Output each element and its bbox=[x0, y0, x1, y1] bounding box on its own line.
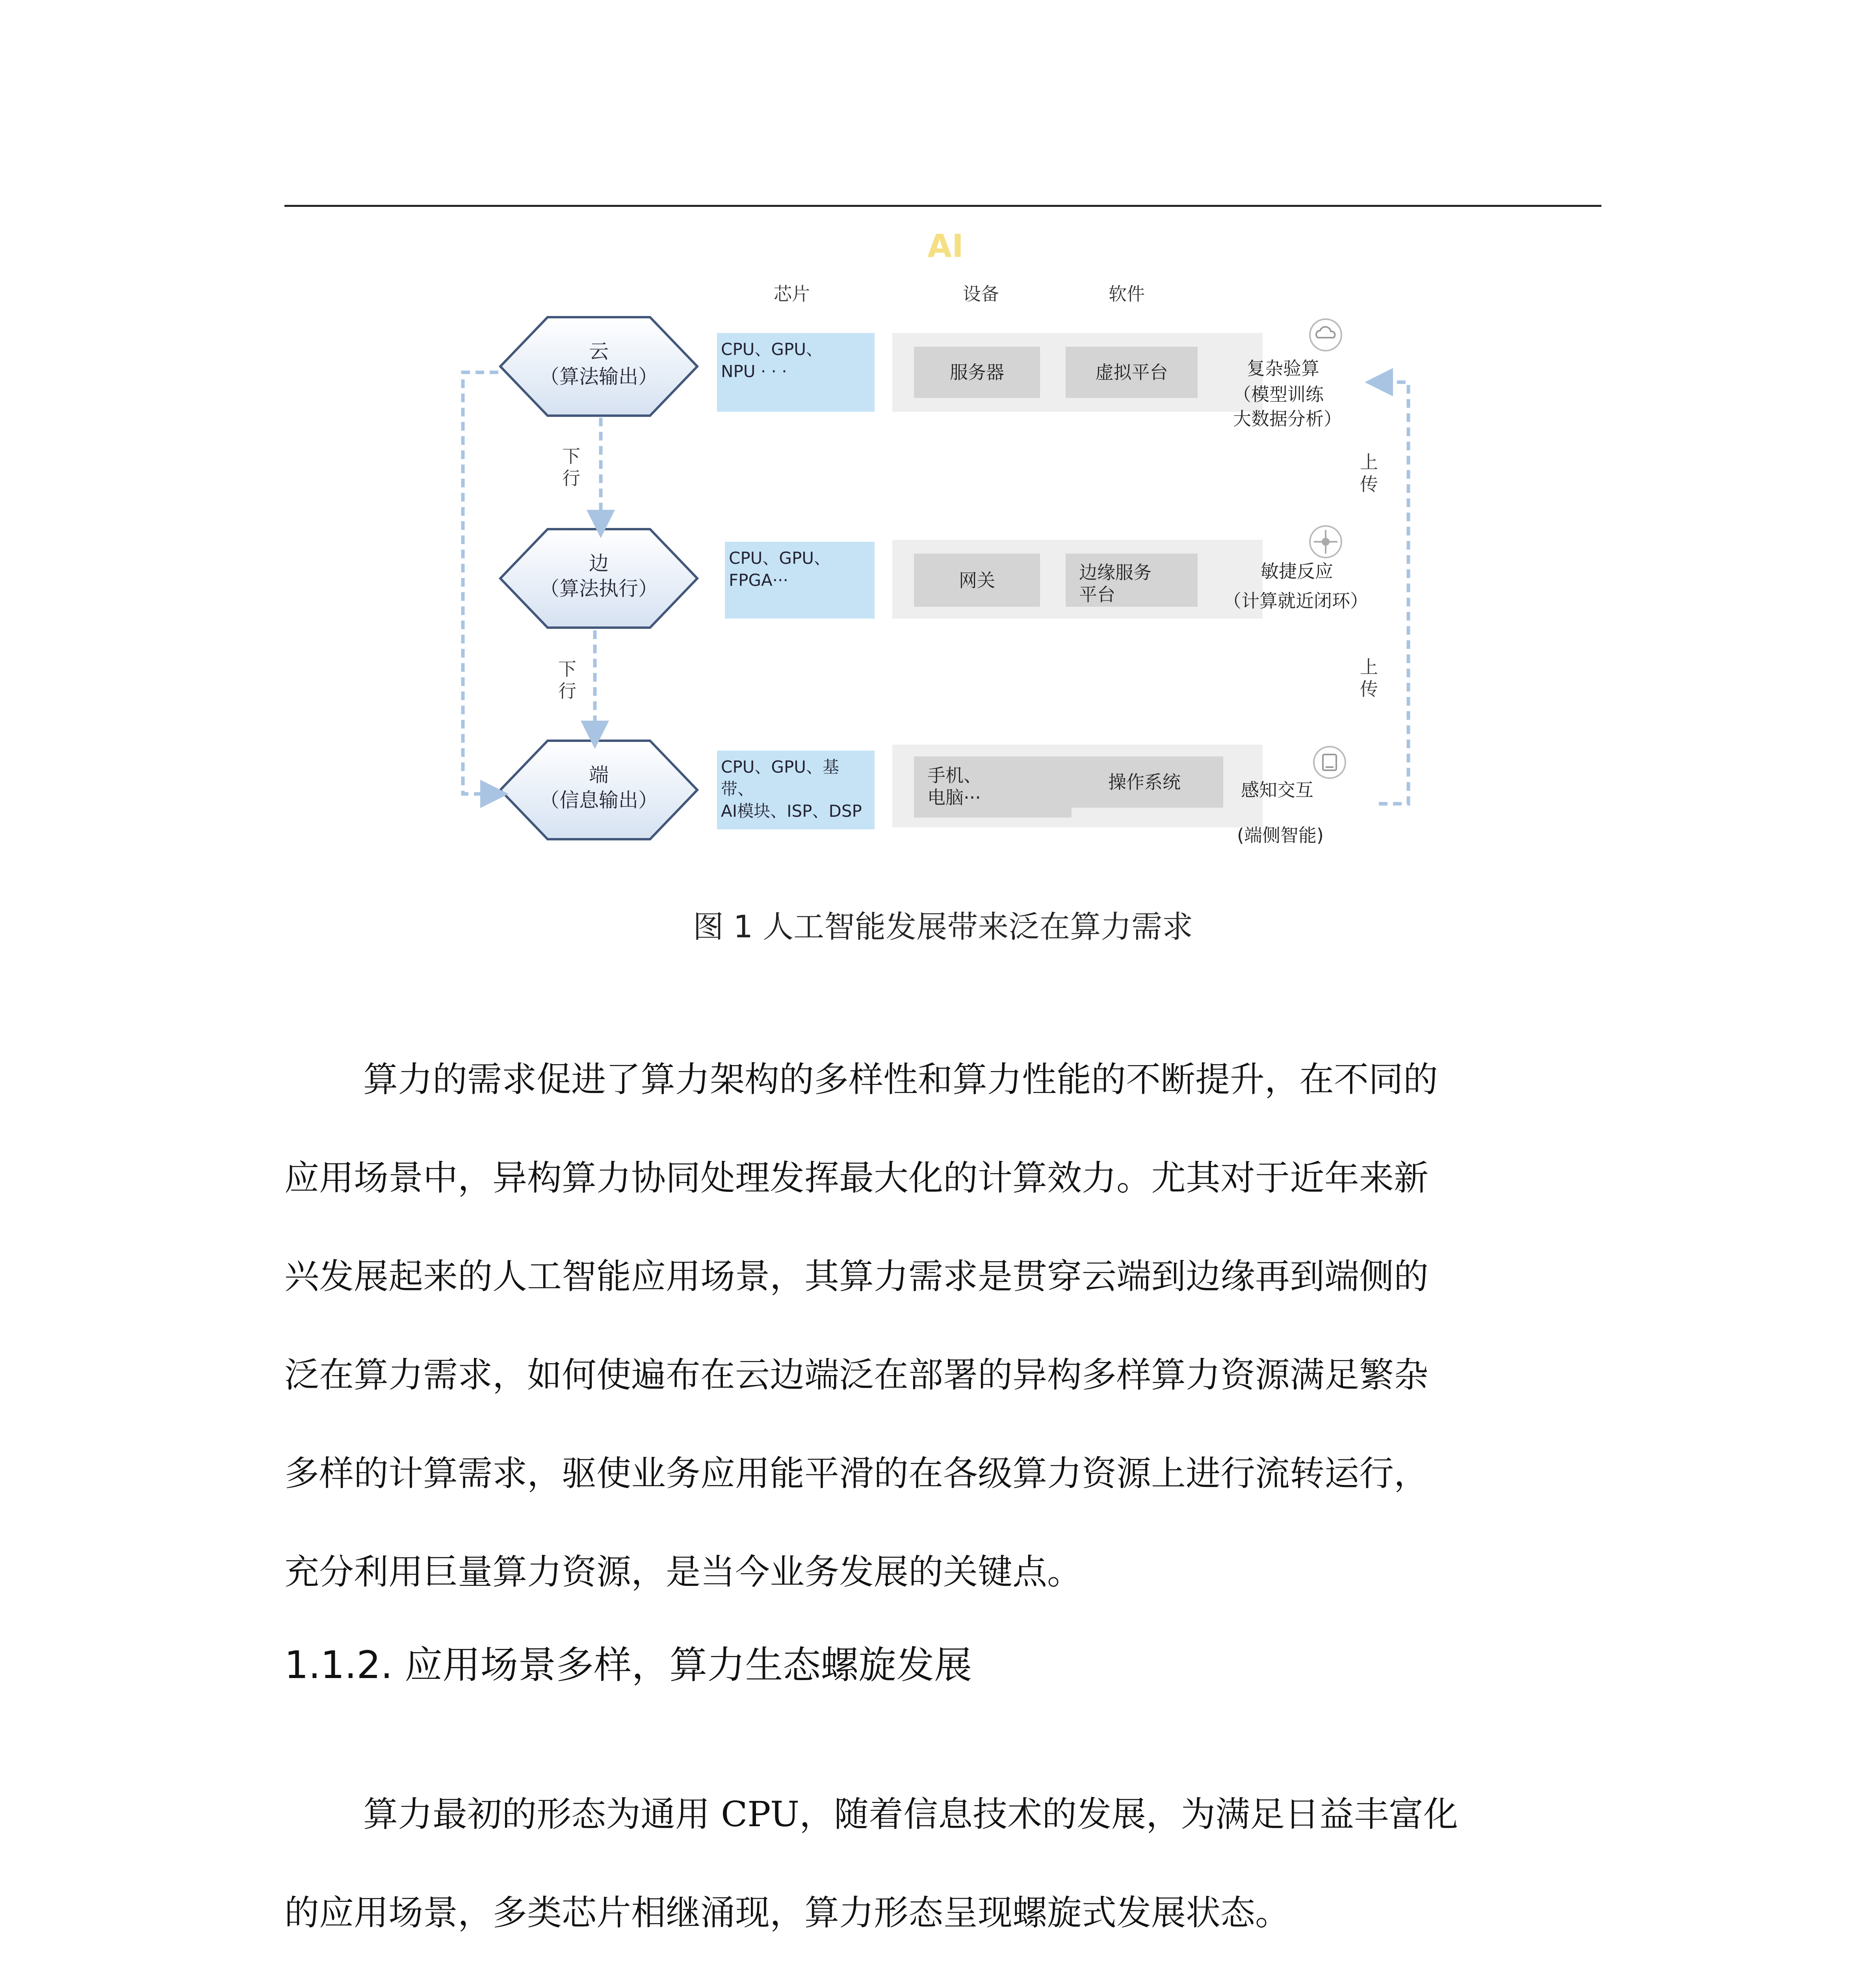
figure-ai-title: AI bbox=[927, 228, 964, 264]
paragraph-1-line: 算力的需求促进了算力架构的多样性和算力性能的不断提升，在不同的 bbox=[363, 1059, 1438, 1100]
section-heading-1-1-2: 1.1.2. 应用场景多样，算力生态螺旋发展 bbox=[284, 1643, 972, 1687]
figure-ai-compute-diagram bbox=[441, 221, 1434, 867]
paragraph-1-line: 泛在算力需求，如何使遍布在云边端泛在部署的异构多样算力资源满足繁杂 bbox=[284, 1355, 1429, 1395]
up-label-1: 上 传 bbox=[1360, 452, 1378, 495]
paragraph-1-line: 兴发展起来的人工智能应用场景，其算力需求是贯穿云端到边缘再到端侧的 bbox=[284, 1256, 1429, 1297]
paragraph-2-line: 算力最初的形态为通用 CPU，随着信息技术的发展，为满足日益丰富化 bbox=[363, 1794, 1458, 1834]
software-box-edge-service: 边缘服务 平台 bbox=[1066, 554, 1198, 607]
tier-edge-name: 边 bbox=[589, 552, 609, 575]
tier-cloud-sub: （算法输出） bbox=[540, 365, 658, 388]
left-loop-arrow bbox=[463, 372, 498, 794]
paragraph-3-line bbox=[284, 1962, 1601, 1970]
down-label-1: 下 行 bbox=[562, 446, 580, 489]
header-rule bbox=[284, 205, 1601, 207]
paragraph-1-line: 充分利用巨量算力资源，是当今业务发展的关键点。 bbox=[284, 1552, 1082, 1592]
right-sub-cloud: （模型训练 大数据分析） bbox=[1233, 384, 1342, 429]
col-header-chip: 芯片 bbox=[774, 283, 810, 305]
tier-device-sub: （信息输出） bbox=[540, 789, 658, 812]
right-main-cloud: 复杂验算 bbox=[1247, 358, 1319, 379]
up-label-2: 上 传 bbox=[1360, 656, 1378, 700]
tier-cloud-name: 云 bbox=[589, 340, 609, 363]
paragraph-2 bbox=[284, 1765, 1601, 1962]
cloud-computing-icon bbox=[1308, 317, 1343, 353]
paragraph-1 bbox=[284, 1030, 1601, 1621]
paragraph-3 bbox=[284, 1962, 1601, 1970]
device-interaction-icon bbox=[1312, 745, 1347, 780]
tier-edge-sub: （算法执行） bbox=[540, 577, 658, 600]
chip-box-cloud: CPU、GPU、 NPU · · · bbox=[717, 333, 875, 412]
col-header-device: 设备 bbox=[963, 283, 999, 305]
paragraph-1-line: 应用场景中，异构算力协同处理发挥最大化的计算效力。尤其对于近年来新 bbox=[284, 1158, 1429, 1198]
right-upload-arrow bbox=[1379, 382, 1408, 804]
chip-box-edge: CPU、GPU、 FPGA··· bbox=[725, 542, 875, 619]
device-box-gateway: 网关 bbox=[914, 554, 1040, 607]
paragraph-1-line: 多样的计算需求，驱使业务应用能平滑的在各级算力资源上进行流转运行， bbox=[284, 1453, 1429, 1494]
edge-network-icon bbox=[1308, 524, 1343, 559]
tier-device-label bbox=[496, 762, 701, 813]
tier-edge-label bbox=[496, 551, 701, 601]
paragraph-2-line: 的应用场景，多类芯片相继涌现，算力形态呈现螺旋式发展状态。 bbox=[284, 1892, 1290, 1933]
col-header-software: 软件 bbox=[1109, 283, 1145, 305]
right-main-edge: 敏捷反应 bbox=[1261, 561, 1333, 582]
right-sub-device: (端侧智能) bbox=[1237, 825, 1324, 846]
down-label-2: 下 行 bbox=[558, 658, 576, 702]
tier-device-name: 端 bbox=[589, 764, 609, 786]
software-box-virtual-platform: 虚拟平台 bbox=[1066, 347, 1198, 398]
software-box-os: 操作系统 bbox=[1066, 756, 1223, 808]
chip-box-device: CPU、GPU、基带、 AI模块、ISP、DSP bbox=[717, 751, 875, 829]
device-box-phone-pc: 手机、 电脑··· bbox=[914, 756, 1072, 818]
device-box-server: 服务器 bbox=[914, 347, 1040, 398]
tier-cloud-label bbox=[496, 339, 701, 389]
right-sub-edge: （计算就近闭环） bbox=[1223, 590, 1368, 611]
figure-caption: 图 1 人工智能发展带来泛在算力需求 bbox=[693, 909, 1193, 945]
right-main-device: 感知交互 bbox=[1241, 779, 1313, 801]
